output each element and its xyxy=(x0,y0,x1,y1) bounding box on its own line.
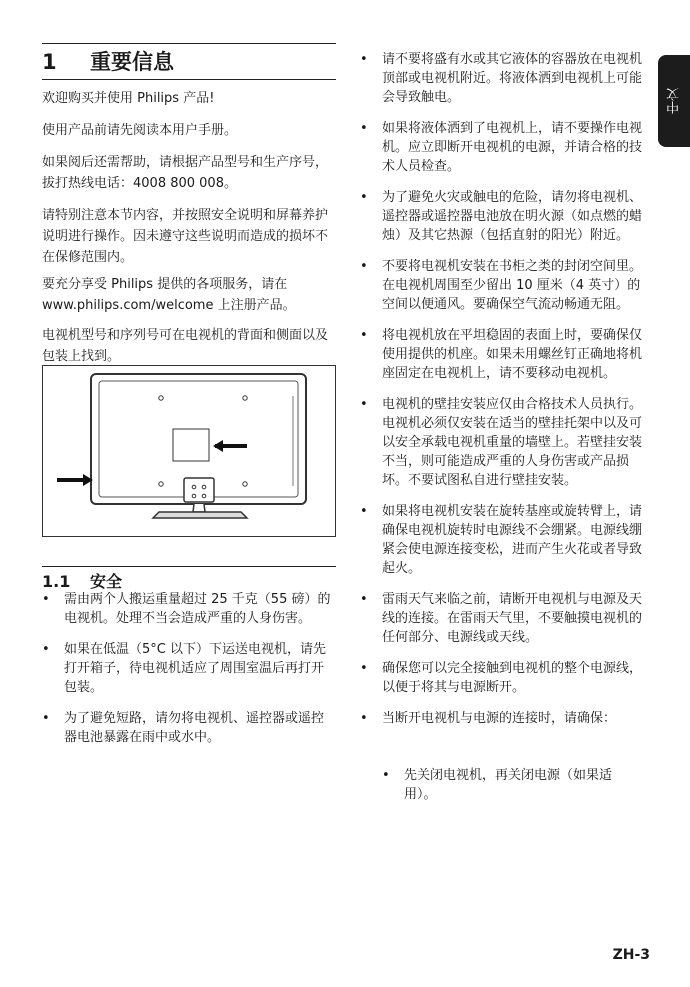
language-tab-label: 中文 xyxy=(666,88,682,114)
intro-paragraph: 如果阅后还需帮助，请根据产品型号和生产序号，拔打热线电话：4008 800 008。 xyxy=(42,155,329,191)
list-item: • 如果在低温（5°C 以下）下运送电视机，请先打开箱子，待电视机适应了周围室温后再打开包装。 xyxy=(42,642,326,695)
sub-bullet-list xyxy=(382,766,640,804)
subsection-title: 安全 xyxy=(90,572,123,591)
right-bullet-list xyxy=(360,50,642,736)
subsection-number: 1.1 xyxy=(42,572,71,591)
list-item: • 为了避免火灾或触电的危险，请勿将电视机、遥控器或遥控器电池放在明火源（如点燃的蜡烛）及其它热源（包括直射的阳光）附近。 xyxy=(360,190,643,243)
page-number: ZH-3 xyxy=(612,947,650,963)
list-item: • 雷雨天气来临之前，请断开电视机与电源及天线的连接。在雷雨天气里，不要触摸电视机的任何部分、电源线或天线。 xyxy=(360,592,643,645)
list-item: • 当断开电视机与电源的连接时，请确保： xyxy=(360,711,617,726)
intro-paragraph: 欢迎购买并使用 Philips 产品! xyxy=(42,91,215,106)
list-item: • 不要将电视机安装在书柜之类的封闭空间里。在电视机周围至少留出 10 厘米（4 英寸）的空间以便通风。要确保空气流动畅通无阻。 xyxy=(360,259,643,312)
intro-paragraph: 使用产品前请先阅读本用户手册。 xyxy=(42,123,238,138)
list-item: • 电视机的壁挂安装应仅由合格技术人员执行。电视机必须仅安装在适当的壁挂托架中以及可以安全承载电视机重量的墙壁上。若壁挂安装不当，则可能造成严重的人身伤害或产品损坏。不要试图私自进行壁挂安装。 xyxy=(360,397,643,488)
list-item: • 先关闭电视机，再关闭电源（如果适用）。 xyxy=(382,768,613,802)
section-title: 重要信息 xyxy=(90,50,174,74)
left-bullet-list xyxy=(42,590,334,747)
intro-paragraph: 请特别注意本节内容，并按照安全说明和屏幕养护说明进行操作。因未遵守这些说明而造成的损坏不在保修范围内。 xyxy=(42,208,329,265)
section-heading xyxy=(42,46,174,76)
subsection-heading xyxy=(42,569,122,592)
list-item: • 为了避免短路，请勿将电视机、遥控器或遥控器电池暴露在雨中或水中。 xyxy=(42,711,325,745)
language-tab xyxy=(658,55,690,147)
subsection-rule xyxy=(42,566,336,567)
section-number: 1 xyxy=(42,50,57,74)
tv-back-illustration xyxy=(42,365,336,537)
list-item: • 将电视机放在平坦稳固的表面上时，要确保仅使用提供的机座。如果未用螺丝钉正确地将机座固定在电视机上，请不要移动电视机。 xyxy=(360,328,643,381)
tv-back-drawing xyxy=(43,366,335,536)
list-item: • 需由两个人搬运重量超过 25 千克（55 磅）的电视机。处理不当会造成严重的人身伤害。 xyxy=(42,592,331,626)
intro-paragraph: 要充分享受 Philips 提供的各项服务，请在 www.philips.com/welcome 上注册产品。 xyxy=(42,277,296,313)
list-item: • 请不要将盛有水或其它液体的容器放在电视机顶部或电视机附近。将液体洒到电视机上可能会导致触电。 xyxy=(360,52,643,105)
section-rule-bottom xyxy=(42,79,336,80)
intro-paragraph: 电视机型号和序列号可在电视机的背面和侧面以及包装上找到。 xyxy=(42,328,329,364)
list-item: • 如果将电视机安装在旋转基座或旋转臂上，请确保电视机旋转时电源线不会绷紧。电源线绷紧会使电源连接变松，进而产生火花或者导致起火。 xyxy=(360,504,643,576)
section-rule-top xyxy=(42,43,336,44)
list-item: • 确保您可以完全接触到电视机的整个电源线，以便于将其与电源断开。 xyxy=(360,661,643,695)
list-item: • 如果将液体洒到了电视机上，请不要操作电视机。应立即断开电视机的电源，并请合格的技术人员检查。 xyxy=(360,121,643,174)
